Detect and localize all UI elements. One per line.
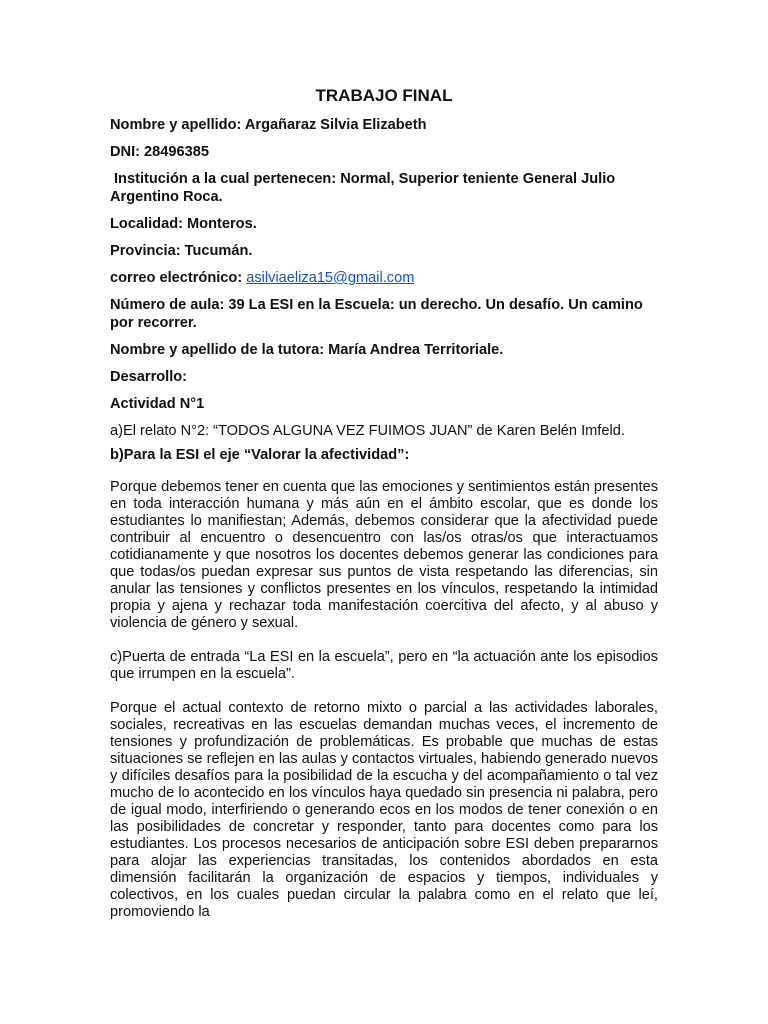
name-line: Nombre y apellido: Argañaraz Silvia Elizabeth — [110, 117, 427, 133]
email-link[interactable]: asilviaeliza15@gmail.com — [246, 270, 415, 286]
document-title: TRABAJO FINAL — [315, 86, 453, 105]
item-a: a)El relato N°2: “TODOS ALGUNA VEZ FUIMOS JUAN” de Karen Belén Imfeld. — [110, 423, 625, 439]
item-c: c)Puerta de entrada “La ESI en la escuela”, pero en “la actuación ante los episodios que irrumpen en la escuela”. — [110, 649, 658, 682]
paragraph-1: Porque debemos tener en cuenta que las emociones y sentimientos están presentes en toda interacción humana y más aún en el ámbito escolar, que es donde los estudiantes lo manifiestan; Además, debemos considerar que la afectividad puede contribuir al encuentro o desencuentro con las/os otras/os que interactuamos cotidianamente y que nosotros los docentes debemos generar las condiciones para que todas/os puedan expresar sus puntos de vista respetando las diferencias, sin anular las tensiones y conflictos presentes en los vínculos, respetando la intimidad propia y ajena y rechazar toda manifestación coercitiva del afecto, y al abuso y violencia de género y sexual. — [110, 479, 658, 631]
paragraph-2: Porque el actual contexto de retorno mixto o parcial a las actividades laborales, sociales, recreativas en las escuelas demandan muchas veces, el incremento de tensiones y profundización de problemáticas. Es probable que muchas de estas situaciones se reflejen en las aulas y contactos virtuales, habiendo generado nuevos y difíciles desafíos para la posibilidad de la escucha y del acompañamiento o tal vez mucho de lo acontecido en los vínculos haya quedado sin presencia ni palabra, pero de igual modo, interfiriendo o generando ecos en los modos de tener conexión o en las posibilidades de concretar y responder, tanto para docentes como para los estudiantes. Los procesos necesarios de anticipación sobre ESI deben prepararnos para alojar las experiencias transitadas, los contenidos abordados en esta dimensión facilitarán la organización de espacios y tiempos, individuales y colectivos, en los cuales puedan circular la palabra como en el relato que leí, promoviendo la — [110, 700, 658, 920]
locality-line: Localidad: Monteros. — [110, 216, 257, 232]
email-line — [110, 269, 658, 287]
classroom-line: Número de aula: 39 La ESI en la Escuela: un derecho. Un desafío. Un camino por recorrer. — [110, 297, 643, 331]
item-b-heading: b)Para la ESI el eje “Valorar la afectividad”: — [110, 447, 410, 463]
development-heading: Desarrollo: — [110, 369, 188, 385]
dni-line: DNI: 28496385 — [110, 144, 209, 160]
document-page — [110, 86, 658, 938]
tutor-line: Nombre y apellido de la tutora: María Andrea Territoriale. — [110, 342, 504, 358]
email-label: correo electrónico: — [110, 270, 247, 286]
province-line: Provincia: Tucumán. — [110, 243, 253, 259]
institution-line: Institución a la cual pertenecen: Normal, Superior teniente General Julio Argentino Roca. — [110, 171, 616, 205]
activity-heading: Actividad N°1 — [110, 396, 205, 412]
